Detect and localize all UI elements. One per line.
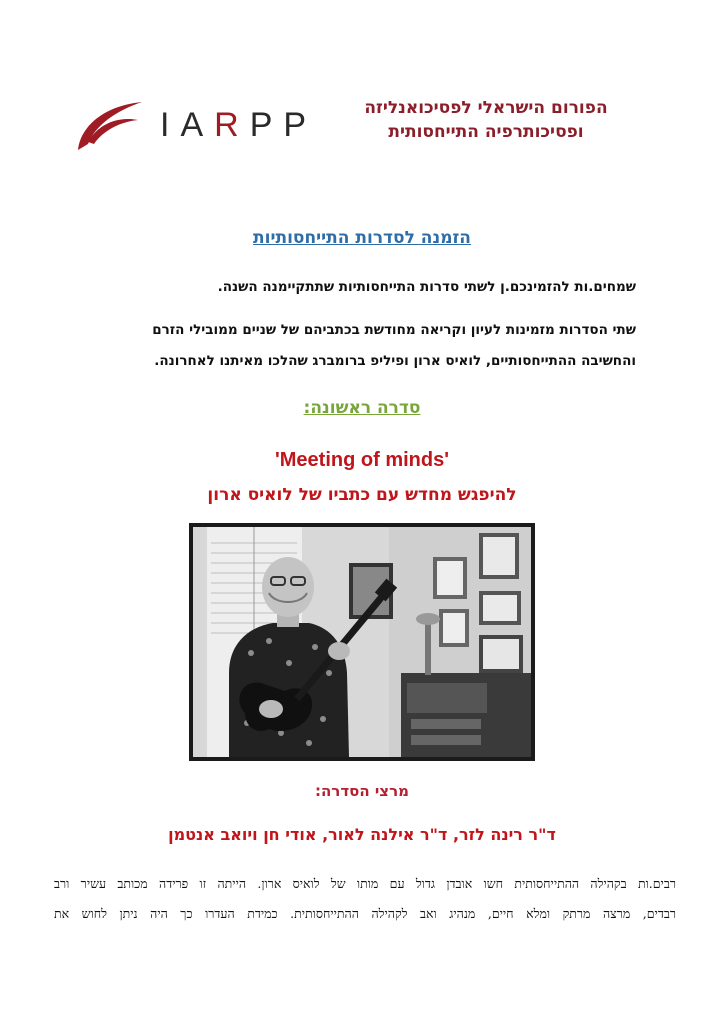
invite-line-1: שמחים.ות להזמינכם.ן לשתי סדרות התייחסותיות שתתקיימנה השנה.	[217, 279, 636, 295]
org-name	[336, 96, 636, 144]
series-title-en: 'Meeting of minds'	[275, 449, 449, 471]
series-label: סדרה ראשונה:	[303, 398, 421, 418]
iarpp-logo	[72, 98, 332, 158]
lewis-aron-photo	[189, 523, 535, 761]
presenters-names: ד"ר רינה לזר, ד"ר אילנה לאור, אודי חן ויואב אנטמן	[168, 825, 556, 844]
org-name-line1: הפורום הישראלי לפסיכואנליזה	[364, 98, 608, 118]
presenters-label: מרצי הסדרה:	[315, 782, 409, 800]
series-subtitle: להיפגש מחדש עם כתביו של לואיס ארון	[207, 485, 517, 505]
invite-line-2: שתי הסדרות מזמינות לעיון וקריאה מחודשת בכתביהם של שניים ממובילי הזרם	[152, 322, 636, 338]
invite-line-3: והחשיבה ההתייחסותיים, לואיס ארון ופיליפ ברומברג שהלכו מאיתנו לאחרונה.	[154, 353, 636, 369]
body-line-2: רבדים, מרצה מרתק ומלא חיים, מנהיג ואב לקהילה ההתייחסותית. כמידת העדרו כך היה ניתן לחוש את	[54, 906, 676, 921]
org-name-line2: ופסיכותרפיה התייחסותית	[388, 122, 584, 142]
swoosh-logo-icon	[72, 98, 152, 158]
photo-image	[189, 523, 535, 761]
invite-title: הזמנה לסדרות התייחסותיות	[253, 228, 471, 248]
logo-wordmark: IARPP	[160, 106, 318, 144]
body-line-1: רבים.ות בקהילה ההתייחסותית חשו אובדן גדול עם מותו של לואיס ארון. הייתה זו פרידה מכותב עשיר ורב	[54, 876, 676, 891]
